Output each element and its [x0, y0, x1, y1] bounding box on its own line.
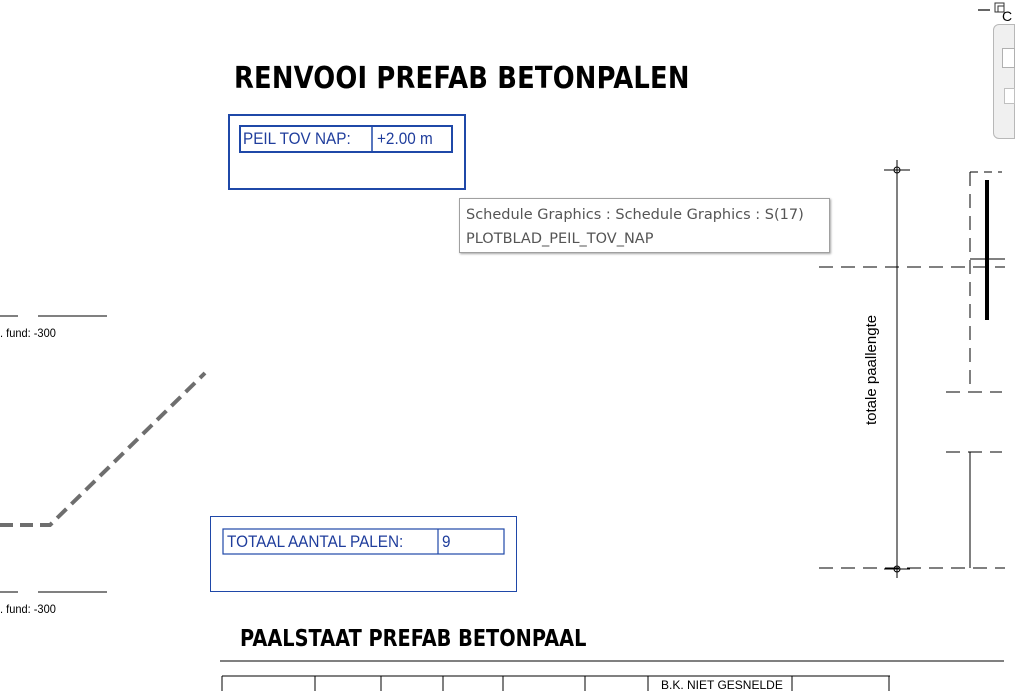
pile-length-label: totale paallengte — [863, 314, 880, 425]
fund-label-bottom: . fund: -300 — [0, 602, 56, 616]
schedule-title: PAALSTAAT PREFAB BETONPAAL — [240, 626, 587, 652]
corner-letter: C — [1002, 8, 1013, 24]
element-tooltip — [459, 198, 830, 253]
tooltip-line-2: PLOTBLAD_PEIL_TOV_NAP — [466, 231, 654, 247]
schedule-header-bk: B.K. NIET GESNELDE — [661, 678, 783, 692]
fund-label-top: . fund: -300 — [0, 326, 56, 340]
totaal-value: 9 — [442, 532, 451, 551]
slope-dashed-line — [0, 373, 205, 525]
navigation-bar-button[interactable] — [1002, 48, 1015, 68]
peil-value: +2.00 m — [377, 129, 433, 148]
pile-dimension-diagram — [819, 160, 1005, 578]
totaal-label: TOTAAL AANTAL PALEN: — [227, 532, 404, 551]
totaal-schedule-frame[interactable] — [210, 516, 517, 592]
page-title: RENVOOI PREFAB BETONPALEN — [234, 61, 690, 96]
peil-schedule-selection[interactable] — [228, 114, 466, 190]
peil-label: PEIL TOV NAP: — [243, 129, 351, 148]
schedule-table-lines — [220, 661, 1004, 691]
navigation-bar-button-2[interactable] — [1004, 88, 1015, 104]
tooltip-line-1: Schedule Graphics : Schedule Graphics : S(17) — [466, 207, 804, 223]
window-controls[interactable] — [978, 3, 1004, 12]
navigation-bar[interactable] — [993, 24, 1015, 139]
